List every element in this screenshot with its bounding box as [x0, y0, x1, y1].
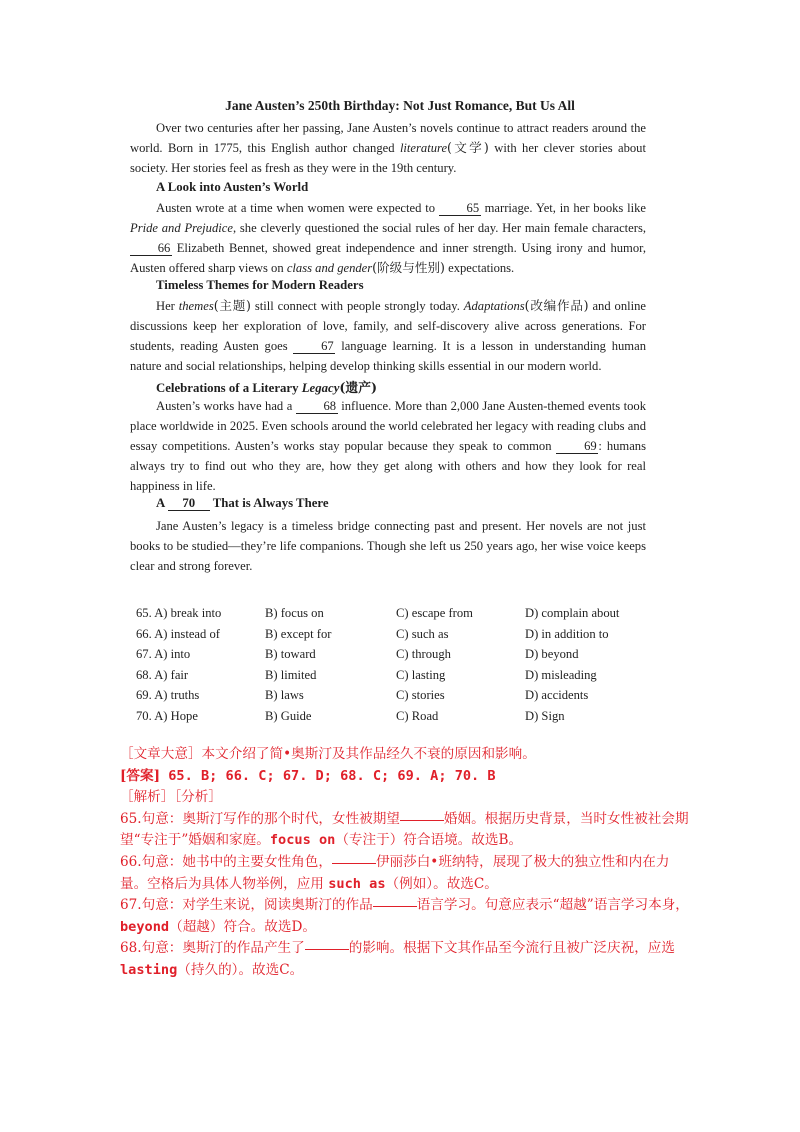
q66-text-b: 伊丽莎白•班纳特，展现了极大的独立性和内在力量。空格后为具体人物举例，应用: [120, 853, 670, 892]
intro-cn: (文学): [447, 140, 489, 155]
s2-cn2: (改编作品): [524, 298, 589, 313]
s3-text-a: Austen’s works have had a: [156, 399, 296, 413]
options-table: [136, 606, 656, 729]
q68-text-a: 68.句意：奥斯汀的作品产生了: [120, 940, 305, 957]
q65-text-b: 婚姻。根据历史背景，当时女性被社会期望“专注于”婚姻和家庭。: [120, 810, 689, 849]
s4-heading-a: A: [156, 496, 168, 510]
option-66-d: D) in addition to: [525, 626, 609, 641]
option-row-70: [136, 709, 656, 730]
q68-text-b: 的影响。根据下文其作品至今流行且被广泛庆祝，应选: [348, 940, 675, 957]
summary-line: ［文章大意］本文介绍了简•奥斯汀及其作品经久不衰的原因和影响。: [120, 746, 536, 762]
blank-68: 68: [296, 399, 338, 414]
s2-text-a: Her: [156, 299, 179, 313]
answer-key: 65. B; 66. C; 67. D; 68. C; 69. A; 70. B: [160, 767, 496, 784]
s1-text-a: Austen wrote at a time when women were expected to: [156, 201, 439, 215]
s4-text: Jane Austen’s legacy is a timeless bridge connecting past and present. Her novels are not just books to be studied—they’re life companions. Though she left us 250 years ago, her wise voice keeps clear and strong forever.: [130, 519, 646, 573]
option-70-a: 70. A) Hope: [136, 708, 198, 723]
q65-text-c: （专注于）符合语境。故选B。: [335, 832, 523, 849]
answer-blank-68: [305, 949, 349, 950]
q68-text-c: （持久的）。故选C。: [177, 961, 304, 978]
s1-text-b: marriage. Yet, in her books like: [480, 201, 646, 215]
q67-keyword: beyond: [120, 918, 170, 935]
blank-70: 70: [168, 496, 210, 511]
s1-text-d: Elizabeth Bennet, showed great independence and inner strength. Using irony and humor, Austen offered sharp views on: [130, 241, 646, 275]
option-row-67: [136, 647, 656, 668]
q65-keyword: focus on: [269, 832, 336, 849]
s1-cn: (阶级与性别): [372, 260, 445, 275]
section4-paragraph: [130, 516, 646, 576]
s1-text-e: expectations.: [444, 261, 515, 275]
section2-heading: Timeless Themes for Modern Readers: [156, 278, 364, 292]
section3-paragraph: [130, 396, 646, 496]
q66-text-c: （例如）。故选C。: [385, 875, 498, 892]
option-66-b: B) except for: [265, 626, 332, 641]
s3-heading-em: Legacy: [301, 381, 340, 395]
blank-66: 66: [130, 241, 172, 256]
answer-key-label: [答案]: [120, 767, 161, 784]
option-69-d: D) accidents: [525, 688, 589, 702]
intro-text-1: Over two centuries after her passing, Jane Austen’s novels continue to attract readers around the world. Born in 1775, this English author changed: [130, 121, 646, 155]
analysis-68: [120, 938, 690, 981]
option-65-d: D) complain about: [525, 606, 620, 620]
blank-65: 65: [439, 201, 481, 216]
section1-heading: A Look into Austen’s World: [156, 180, 309, 194]
option-67-a: 67. A) into: [136, 647, 191, 661]
s2-text-d: language learning. It is a lesson in understanding human nature and social relationships, helping develop thinking skills essential in our modern world.: [130, 339, 646, 373]
option-row-68: [136, 668, 656, 689]
q68-keyword: lasting: [120, 961, 178, 978]
option-66-a: 66. A) instead of: [136, 626, 220, 641]
option-row-69: [136, 688, 656, 709]
article-title: Jane Austen’s 250th Birthday: Not Just Romance, But Us All: [225, 98, 575, 113]
option-70-c: C) Road: [396, 708, 439, 723]
s2-text-b: still connect with people strongly today.: [250, 299, 464, 313]
analysis-67: [120, 895, 690, 938]
q67-text-a: 67.句意：对学生来说，阅读奥斯汀的作品: [120, 897, 373, 914]
option-69-b: B) laws: [265, 688, 304, 702]
option-67-b: B) toward: [265, 647, 316, 661]
intro-em: literature: [399, 141, 448, 155]
q67-text-c: （超越）符合。故选D。: [169, 918, 316, 935]
s2-cn1: (主题): [213, 298, 251, 313]
answer-key-line: [120, 766, 690, 788]
section3-heading: [156, 377, 377, 396]
section4-heading: [156, 496, 329, 511]
option-69-a: 69. A) truths: [136, 688, 200, 702]
option-67-c: C) through: [396, 647, 451, 661]
answer-blank-66: [332, 863, 376, 864]
s1-text-c: , she cleverly questioned the social rules of her day. Her main female characters,: [232, 221, 647, 235]
option-65-a: 65. A) break into: [136, 606, 222, 620]
s1-em-title: Pride and Prejudice: [130, 221, 233, 235]
option-68-d: D) misleading: [525, 667, 597, 682]
q67-text-b: 语言学习。句意应表示“超越”语言学习本身，: [416, 897, 689, 914]
s3-text-b: influence. More than 2,000 Jane Austen-themed events took place worldwide in 2025. Even schools around the world celebrated her legacy with reading clubs and essay competitions. Austen’s works stay popular because they speak to common: [130, 399, 647, 453]
option-67-d: D) beyond: [525, 647, 579, 661]
s4-heading-b: That is Always There: [209, 496, 329, 510]
intro-paragraph: [130, 118, 646, 178]
option-70-d: D) Sign: [525, 708, 565, 723]
s3-heading-a: Celebrations of a Literary: [156, 381, 302, 395]
answer-blank-65: [400, 820, 444, 821]
option-66-c: C) such as: [396, 626, 449, 641]
option-row-66: [136, 627, 656, 648]
q66-keyword: such as: [328, 875, 386, 892]
option-68-c: C) lasting: [396, 667, 446, 682]
s2-text-c: and online discussions keep her exploration of love, family, and self-discovery alive across generations. For students, reading Austen goes: [130, 299, 646, 353]
option-68-a: 68. A) fair: [136, 667, 189, 682]
option-69-c: C) stories: [396, 688, 445, 702]
section1-paragraph: [130, 198, 646, 278]
option-row-65: [136, 606, 656, 627]
option-68-b: B) limited: [265, 667, 317, 682]
option-70-b: B) Guide: [265, 708, 312, 723]
option-65-b: B) focus on: [265, 606, 324, 620]
section2-paragraph: [130, 296, 646, 376]
option-65-c: C) escape from: [396, 606, 473, 620]
answer-blank-67: [373, 906, 417, 907]
s2-em-adaptations: Adaptations: [463, 299, 525, 313]
blank-69: 69: [556, 439, 598, 454]
answer-section: [120, 744, 690, 982]
q65-text-a: 65.句意：奥斯汀写作的那个时代，女性被期望: [120, 810, 400, 827]
analysis-label: ［解析］［分析］: [120, 789, 222, 806]
s2-em-themes: themes: [178, 299, 214, 313]
s3-text-c: : humans always try to find out who they are, how they get along with others and how they look for real happiness in life.: [130, 439, 647, 493]
blank-67: 67: [293, 339, 335, 354]
analysis-65: [120, 809, 690, 852]
q66-text-a: 66.句意：她书中的主要女性角色，: [120, 853, 332, 870]
analysis-66: [120, 852, 690, 895]
s3-heading-cn: (遗产): [339, 381, 378, 396]
s1-em-class: class and gender: [286, 261, 373, 275]
intro-text-2: with her clever stories about society. Her stories feel as fresh as they were in the 19th century.: [130, 141, 646, 175]
